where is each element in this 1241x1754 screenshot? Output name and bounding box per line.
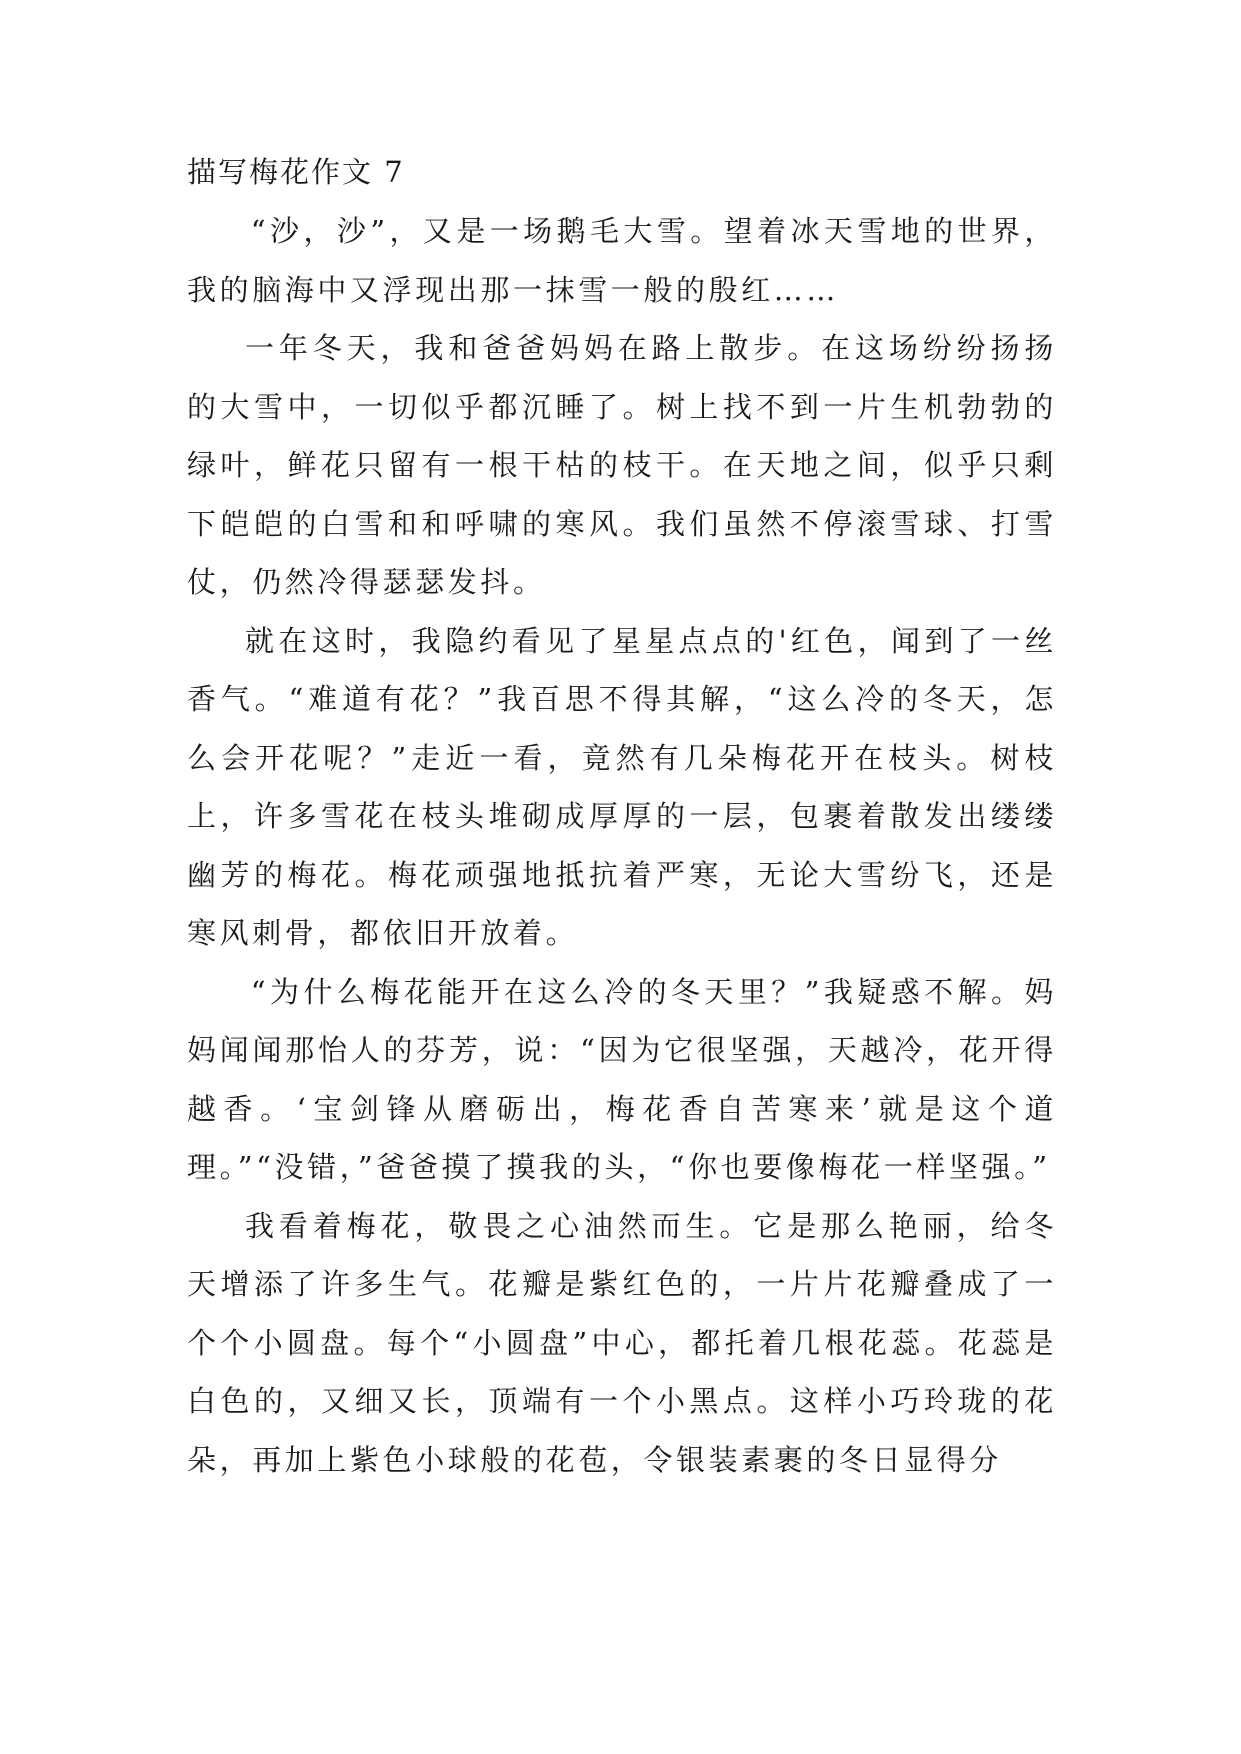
paragraph-5: 我看着梅花，敬畏之心油然而生。它是那么艳丽，给冬天增添了许多生气。花瓣是紫红色的，一片片花瓣叠成了一个个小圆盘。每个“小圆盘”中心，都托着几根花蕊。花蕊是白色的，又细又长，顶端有一个小黑点。这样小巧玲珑的花朵，再加上紫色小球般的花苞，令银装素裹的冬日显得分 xyxy=(187,1208,1057,1477)
paragraph-1: “沙，沙”，又是一场鹅毛大雪。望着冰天雪地的世界，我的脑海中又浮现出那一抹雪一般的殷红…… xyxy=(187,214,1057,307)
document-page xyxy=(187,142,1057,1489)
paragraph-2: 一年冬天，我和爸爸妈妈在路上散步。在这场纷纷扬扬的大雪中，一切似乎都沉睡了。树上找不到一片生机勃勃的绿叶，鲜花只留有一根干枯的枝干。在天地之间，似乎只剩下皑皑的白雪和和呼啸的寒风。我们虽然不停滚雪球、打雪仗，仍然冷得瑟瑟发抖。 xyxy=(187,331,1057,599)
document-title: 描写梅花作文 7 xyxy=(187,155,405,189)
paragraph-4: “为什么梅花能开在这么冷的冬天里？”我疑惑不解。妈妈闻闻那怡人的芬芳，说：“因为它很坚强，天越冷，花开得越香。‘宝剑锋从磨砺出，梅花香自苦寒来’就是这个道理。”“没错，”爸爸摸了摸我的头，“你也要像梅花一样坚强。” xyxy=(187,974,1057,1184)
paragraph-3: 就在这时，我隐约看见了星星点点的'红色，闻到了一丝香气。“难道有花？”我百思不得其解，“这么冷的冬天，怎么会开花呢？”走近一看，竟然有几朵梅花开在枝头。树枝上，许多雪花在枝头堆砌成厚厚的一层，包裹着散发出缕缕幽芳的梅花。梅花顽强地抵抗着严寒，无论大雪纷飞，还是寒风刺骨，都依旧开放着。 xyxy=(187,623,1057,950)
